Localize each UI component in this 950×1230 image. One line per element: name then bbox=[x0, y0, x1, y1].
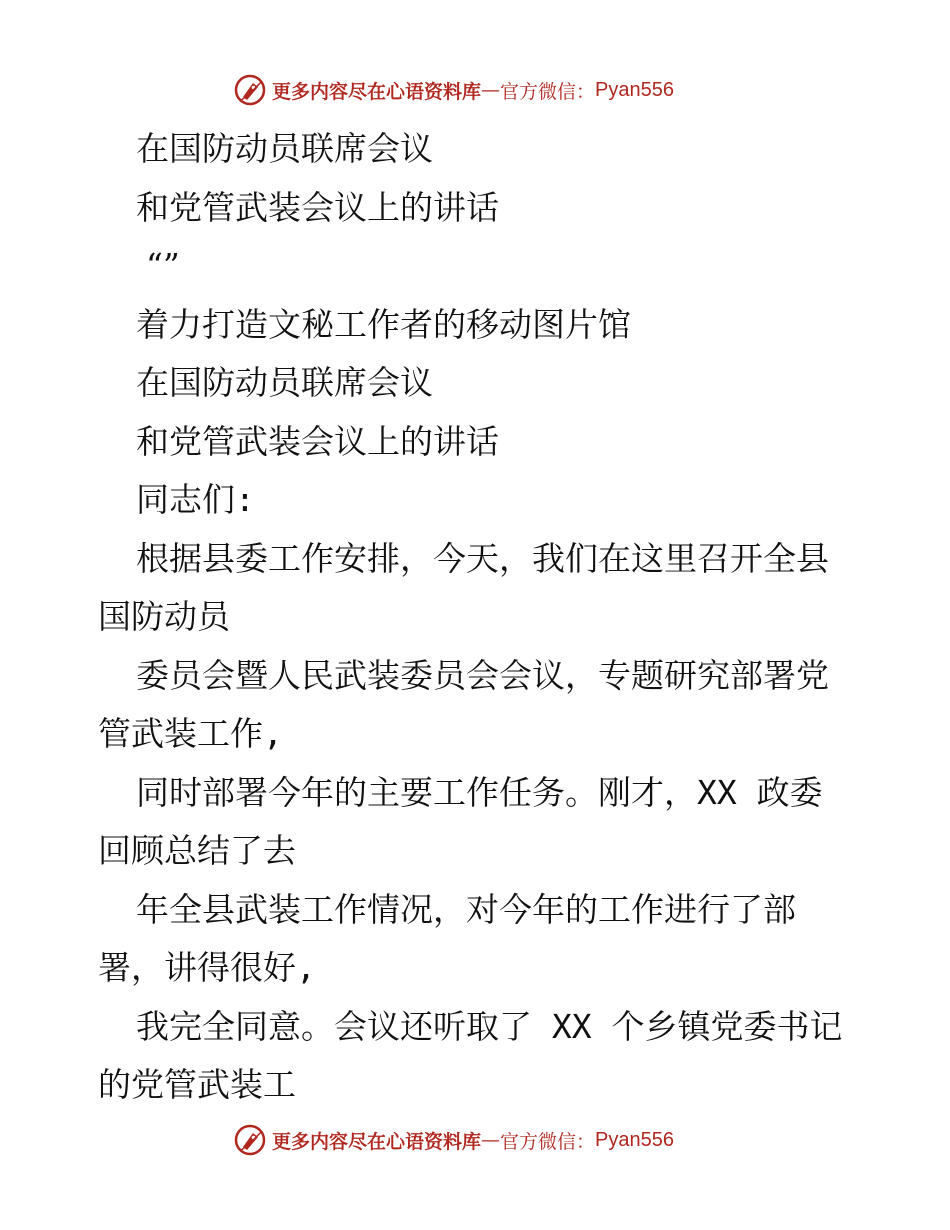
banner-dash: — bbox=[481, 79, 501, 101]
text-line: 根据县委工作安排，今天，我们在这里召开全县 bbox=[136, 538, 829, 578]
text-line: 在国防动员联席会议 bbox=[136, 129, 433, 168]
text-line: 年全县武装工作情况，对今年的工作进行了部 bbox=[136, 889, 796, 929]
text-line: 和党管武装会议上的讲话 bbox=[136, 421, 499, 461]
banner-wechat-id: Pyan556 bbox=[595, 78, 674, 101]
text-line: 国防动员 bbox=[98, 597, 230, 636]
banner-wechat-label: 官方微信： bbox=[500, 1130, 596, 1153]
document-body bbox=[98, 120, 858, 1115]
text-line: 我完全同意。会议还听取了 XX 个乡镇党委书记 bbox=[136, 1006, 843, 1046]
text-line: “” bbox=[146, 246, 180, 285]
text-line: 在国防动员联席会议 bbox=[136, 363, 433, 402]
pen-nib-logo-icon bbox=[234, 1124, 266, 1156]
banner-text: 更多内容尽在心语资料库 bbox=[272, 80, 482, 103]
banner-dash: — bbox=[481, 1129, 501, 1151]
text-line: 的党管武装工 bbox=[98, 1065, 296, 1104]
banner-wechat-label: 官方微信： bbox=[500, 80, 596, 103]
pen-nib-logo-icon bbox=[234, 74, 266, 106]
text-line: 管武装工作, bbox=[98, 714, 283, 753]
text-line: 署，讲得很好, bbox=[98, 948, 316, 987]
banner-wechat-id: Pyan556 bbox=[595, 1128, 674, 1151]
text-line: 同志们: bbox=[136, 480, 255, 519]
text-line: 同时部署今年的主要工作任务。刚才，XX 政委 bbox=[136, 772, 823, 812]
header-banner bbox=[234, 72, 674, 108]
text-line: 着力打造文秘工作者的移动图片馆 bbox=[136, 304, 631, 344]
text-line: 回顾总结了去 bbox=[98, 831, 296, 870]
text-line: 和党管武装会议上的讲话 bbox=[136, 187, 499, 227]
footer-banner bbox=[234, 1122, 674, 1158]
banner-text: 更多内容尽在心语资料库 bbox=[272, 1130, 482, 1153]
text-line: 委员会暨人民武装委员会会议，专题研究部署党 bbox=[136, 655, 829, 695]
